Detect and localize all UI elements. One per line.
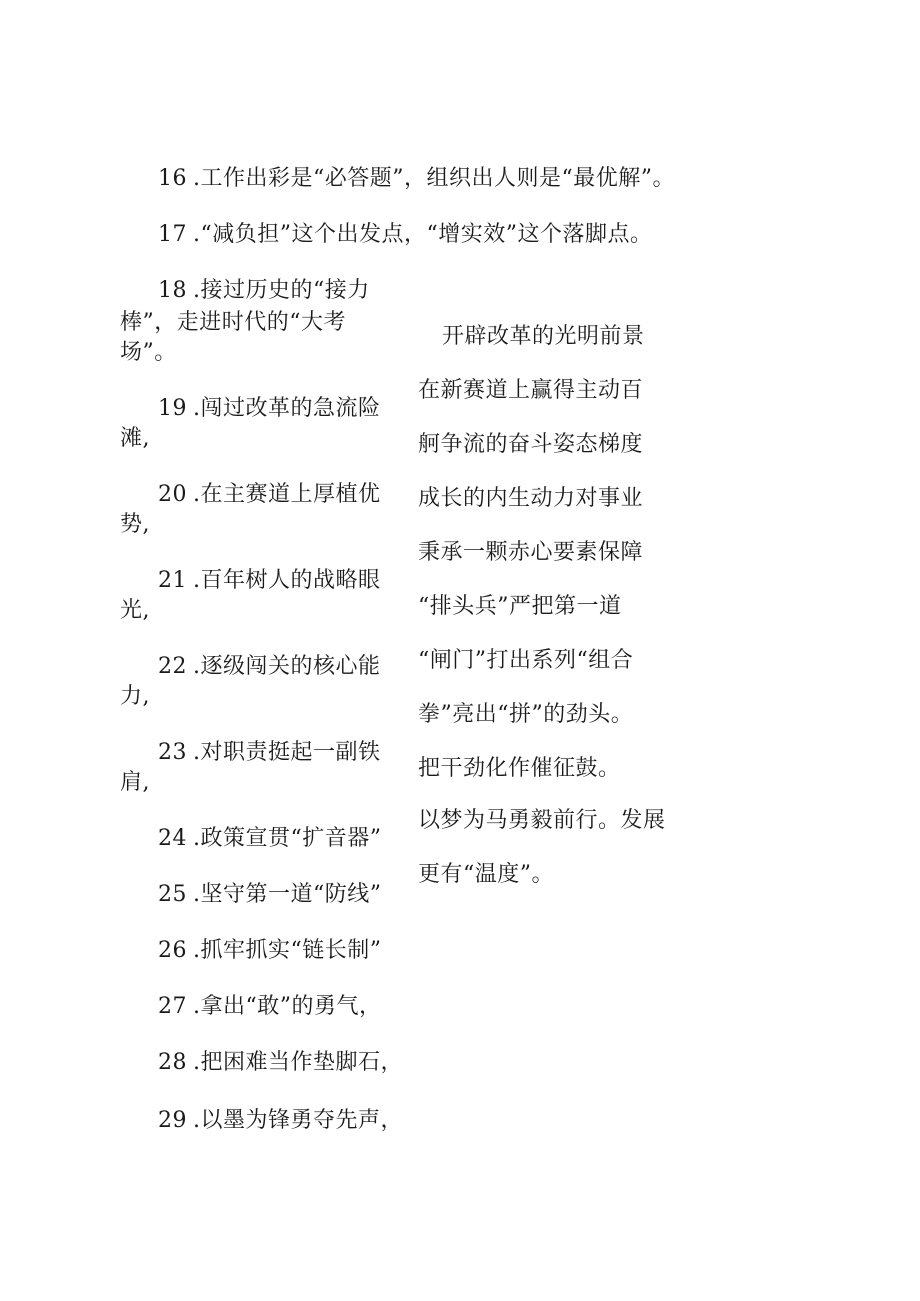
item-text: .接过历史的“接力 [193, 278, 370, 303]
right-column-line: 把干劲化作催征鼓。 [418, 756, 621, 781]
right-column-line: 拳”亮出“拼”的劲头。 [418, 702, 634, 727]
item-number: 16 [158, 166, 187, 191]
item-number: 28 [158, 1050, 187, 1075]
list-item-16 [158, 165, 675, 193]
list-item-27 [158, 993, 382, 1021]
item-number: 24 [158, 826, 187, 851]
item-text: .闯过改革的急流险 [193, 396, 381, 421]
item-text: .拿出“敢”的勇气， [193, 994, 382, 1019]
list-item-17 [158, 221, 652, 249]
item-text: .把困难当作垫脚石， [193, 1050, 403, 1075]
list-item-25 [158, 881, 382, 909]
item-continuation: 滩, [120, 426, 150, 451]
item-continuation: 场”。 [120, 340, 177, 365]
right-column-line: 更有“温度”。 [418, 862, 554, 887]
right-column-line: “闸门”打出系列“组合 [418, 648, 634, 673]
right-column-line: 以梦为马勇毅前行。发展 [418, 808, 666, 833]
item-text: .逐级闯关的核心能 [193, 654, 381, 679]
right-column-line: 秉承一颗赤心要素保障 [418, 540, 644, 565]
item-text: .政策宣贯“扩音器” [193, 826, 382, 851]
list-item-19 [158, 395, 381, 423]
list-item-23 [158, 739, 381, 767]
list-item-22 [158, 653, 381, 681]
item-text: .坚守第一道“防线” [193, 882, 382, 907]
right-column-line: 成长的内生动力对事业 [418, 486, 644, 511]
item-number: 18 [158, 278, 187, 303]
item-continuation: 棒”，走进时代的“大考 [120, 310, 346, 335]
item-number: 23 [158, 740, 187, 765]
list-item-18 [158, 277, 370, 305]
item-continuation: 势, [120, 512, 150, 537]
right-column-line: 开辟改革的光明前景 [442, 324, 645, 349]
item-continuation: 肩, [120, 770, 150, 795]
list-item-20 [158, 481, 381, 509]
list-item-21 [158, 567, 381, 595]
right-column-line: 在新赛道上赢得主动百 [418, 378, 644, 403]
item-text: .百年树人的战略眼 [193, 568, 381, 593]
right-column-line: 舸争流的奋斗姿态梯度 [418, 432, 644, 457]
item-number: 21 [158, 568, 187, 593]
item-number: 17 [158, 222, 187, 247]
item-number: 29 [158, 1108, 187, 1133]
item-number: 25 [158, 882, 187, 907]
item-number: 22 [158, 654, 187, 679]
item-text: .对职责挺起一副铁 [193, 740, 381, 765]
item-text: .工作出彩是“必答题”，组织出人则是“最优解”。 [193, 166, 675, 191]
list-item-26 [158, 937, 382, 965]
item-continuation: 力, [120, 684, 150, 709]
list-item-24 [158, 825, 382, 853]
item-continuation: 光, [120, 598, 150, 623]
item-text: .在主赛道上厚植优 [193, 482, 381, 507]
item-number: 19 [158, 396, 187, 421]
item-text: .以墨为锋勇夺先声， [193, 1108, 403, 1133]
list-item-28 [158, 1049, 403, 1077]
item-text: .抓牢抓实“链长制” [193, 938, 382, 963]
item-text: .“减负担”这个出发点，“增实效”这个落脚点。 [193, 222, 653, 247]
item-number: 20 [158, 482, 187, 507]
item-number: 26 [158, 938, 187, 963]
right-column-line: “排头兵”严把第一道 [418, 594, 622, 619]
item-number: 27 [158, 994, 187, 1019]
list-item-29 [158, 1107, 403, 1135]
